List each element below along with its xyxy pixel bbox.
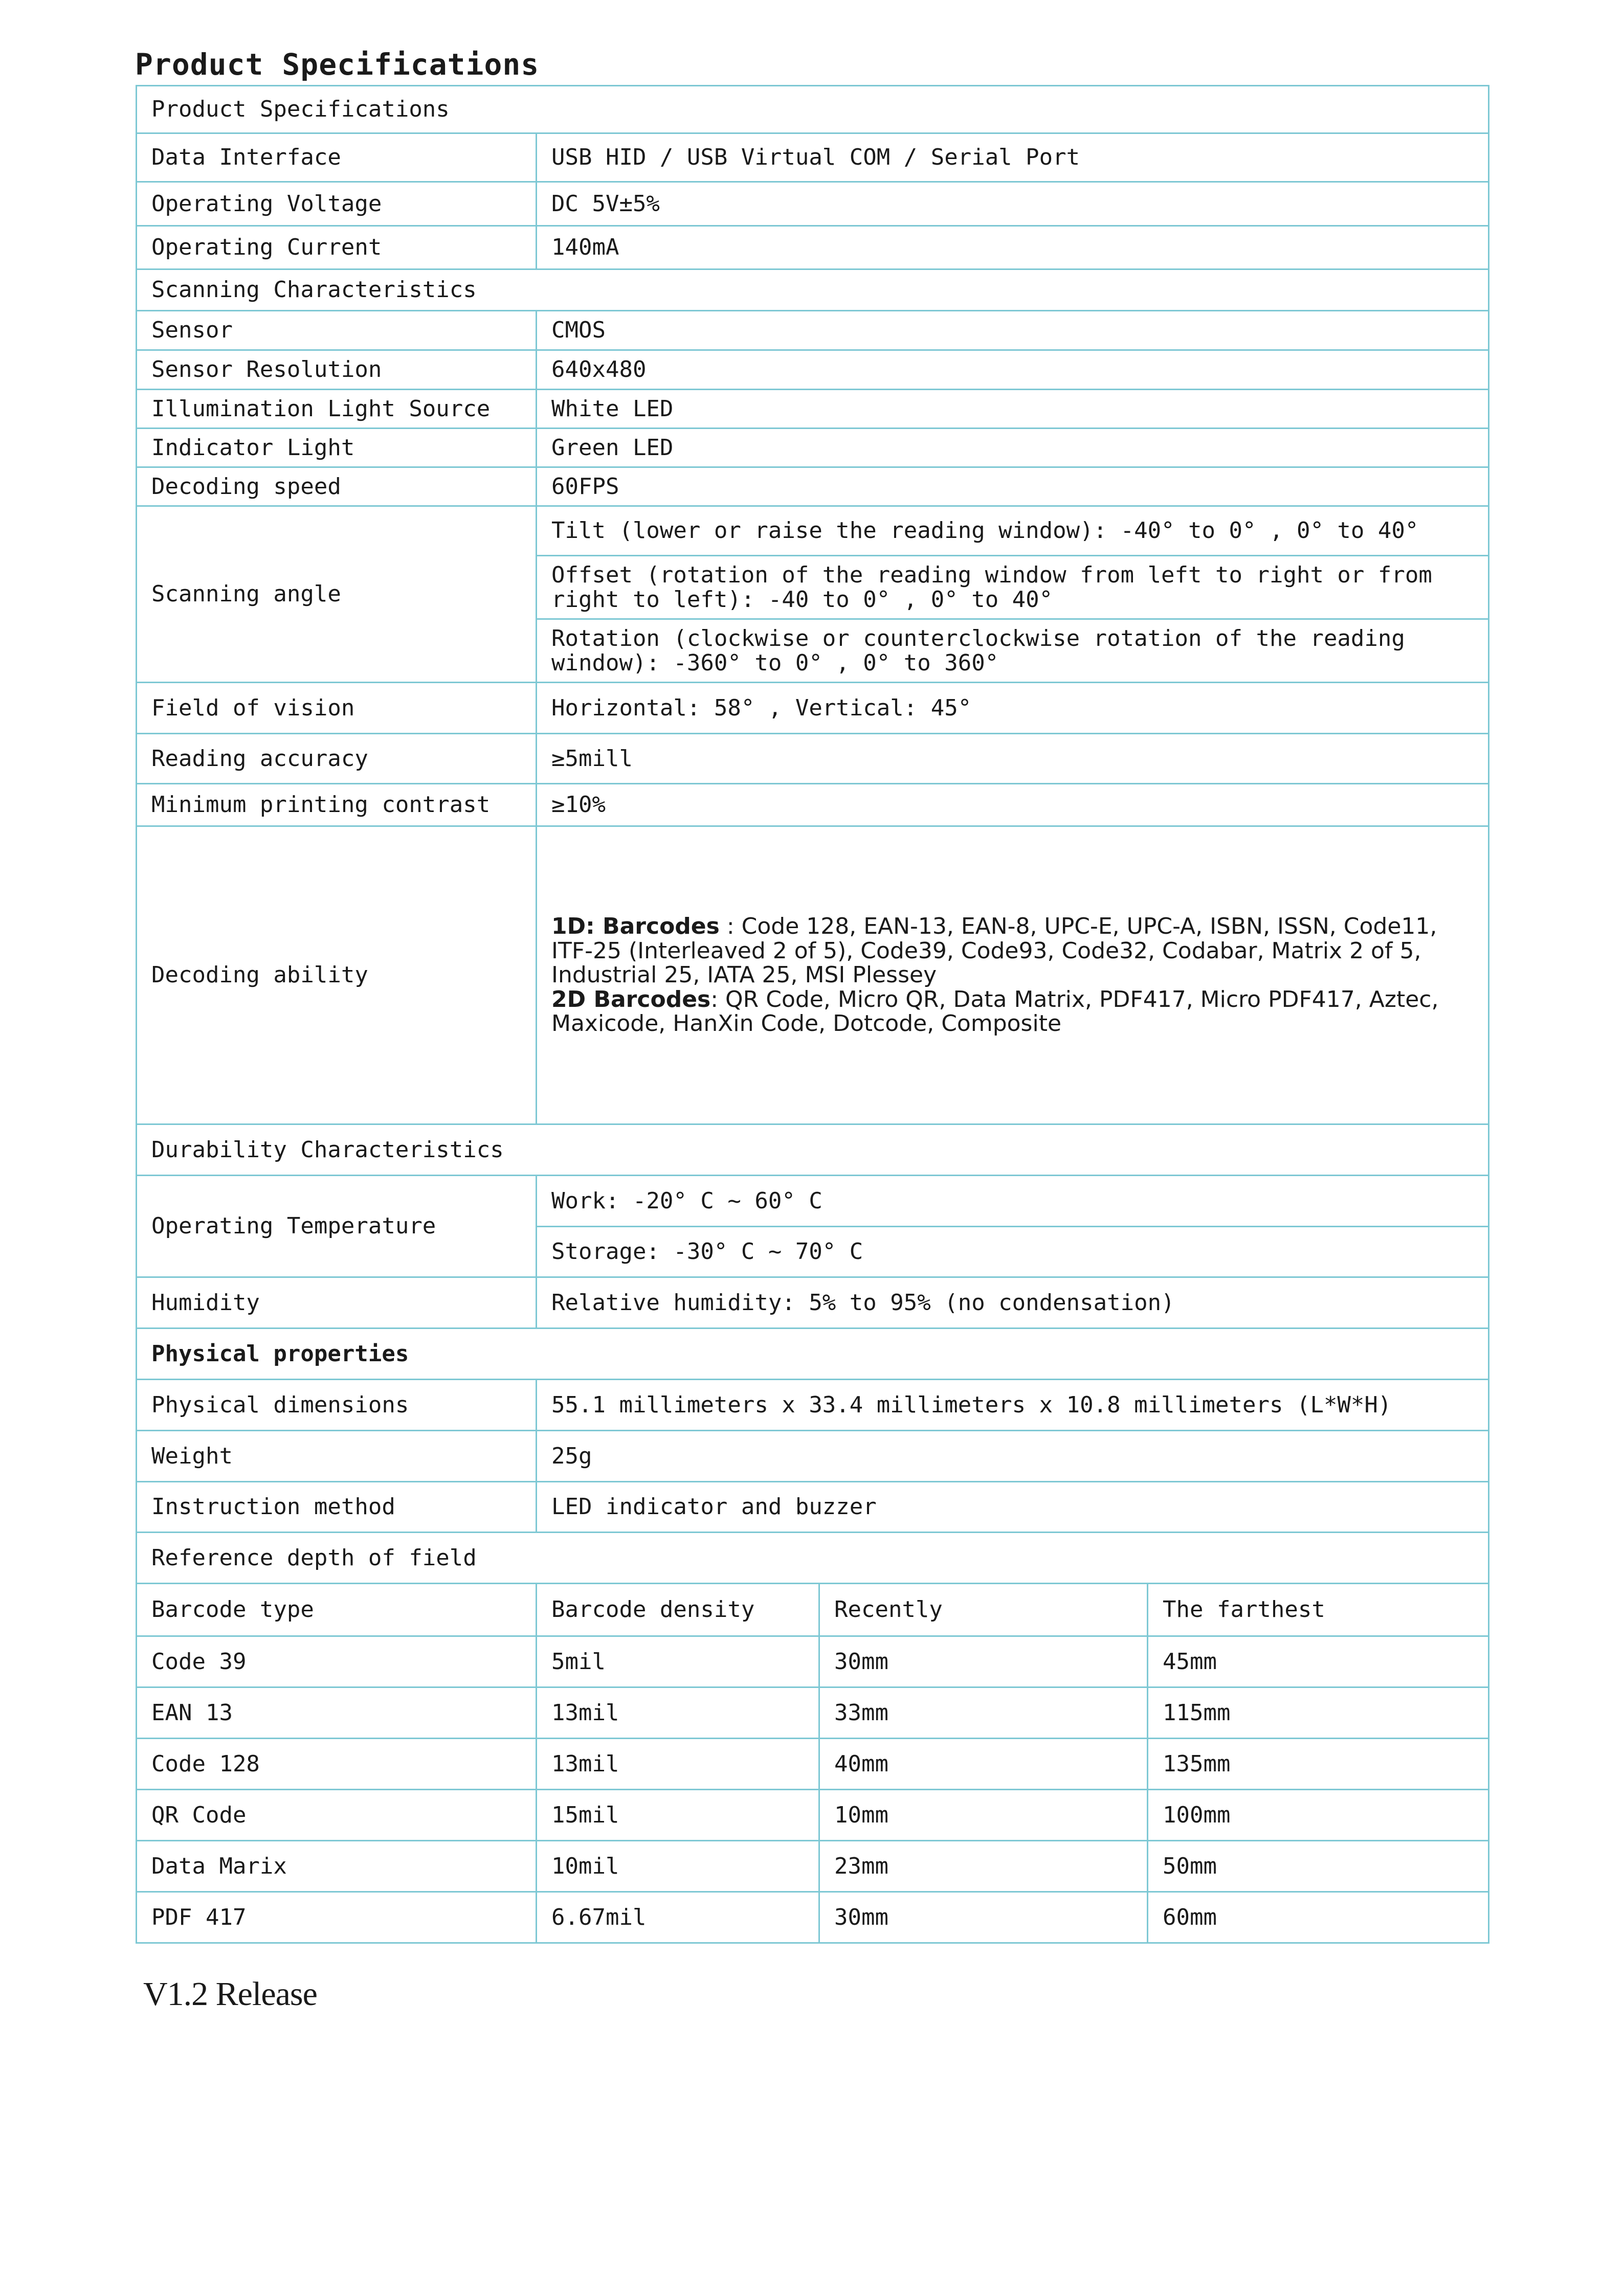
table-row [137, 1739, 1489, 1790]
spec-value: Green LED [537, 429, 1489, 467]
decoding-ability-value [537, 826, 1489, 1124]
spec-label: Indicator Light [137, 429, 537, 467]
spec-value: 55.1 millimeters x 33.4 millimeters x 10.8 millimeters (L*W*H) [537, 1380, 1489, 1431]
section-row [137, 269, 1489, 311]
dof-cell: 45mm [1148, 1636, 1489, 1687]
spec-label: Reading accuracy [137, 734, 537, 784]
section-row [137, 1533, 1489, 1584]
dof-cell: 30mm [819, 1636, 1148, 1687]
dof-cell: 60mm [1148, 1892, 1489, 1943]
dof-cell: 10mm [819, 1790, 1148, 1841]
section-reference: Reference depth of field [137, 1533, 1489, 1584]
spec-value: Relative humidity: 5% to 95% (no condensation) [537, 1277, 1489, 1329]
spec-value: DC 5V±5% [537, 182, 1489, 226]
spec-row [137, 683, 1489, 734]
spec-row [137, 390, 1489, 429]
spec-row [137, 1431, 1489, 1482]
dof-cell: 135mm [1148, 1739, 1489, 1790]
spec-value: 140mA [537, 226, 1489, 269]
spec-row [137, 826, 1489, 1124]
section-row [137, 1124, 1489, 1176]
spec-label: Minimum printing contrast [137, 784, 537, 826]
spec-row [137, 467, 1489, 506]
section-scanning: Scanning Characteristics [137, 269, 1489, 311]
spec-label: Operating Temperature [137, 1176, 537, 1277]
spec-value-work: Work: -20° C ~ 60° C [537, 1176, 1489, 1227]
spec-label: Operating Voltage [137, 182, 537, 226]
dof-cell: 115mm [1148, 1687, 1489, 1739]
spec-value: Horizontal: 58° , Vertical: 45° [537, 683, 1489, 734]
spec-row [137, 1176, 1489, 1227]
decode-2d-list: : QR Code, Micro QR, Data Matrix, PDF417, Micro PDF417, Aztec, Maxicode, HanXin Code, Dotcode, Composite [551, 986, 1439, 1037]
spec-row [137, 350, 1489, 390]
dof-cell: 13mil [537, 1739, 819, 1790]
dof-cell: 33mm [819, 1687, 1148, 1739]
table-row [137, 1636, 1489, 1687]
dof-cell: 10mil [537, 1841, 819, 1892]
spec-value-tilt: Tilt (lower or raise the reading window): -40° to 0° , 0° to 40° [537, 506, 1489, 556]
decode-2d-title: 2D Barcodes [551, 986, 711, 1012]
table-row [137, 1892, 1489, 1943]
spec-row [137, 506, 1489, 556]
section-row [137, 86, 1489, 133]
spec-row [137, 133, 1489, 182]
dof-header-row [137, 1584, 1489, 1636]
spec-value: 640x480 [537, 350, 1489, 390]
table-row [137, 1687, 1489, 1739]
spec-value: White LED [537, 390, 1489, 429]
table-row [137, 1841, 1489, 1892]
spec-table [136, 85, 1489, 1944]
dof-cell: PDF 417 [137, 1892, 537, 1943]
dof-cell: 5mil [537, 1636, 819, 1687]
spec-row [137, 734, 1489, 784]
spec-value: USB HID / USB Virtual COM / Serial Port [537, 133, 1489, 182]
decode-1d-list: : Code 128, EAN-13, EAN-8, UPC-E, UPC-A, ISBN, ISSN, Code11, ITF-25 (Interleaved 2 of 5), Code39, Code93, Code32, Codabar, Matrix 2 of 5, Industrial 25, IATA 25, MSI Plessey [551, 913, 1437, 988]
dof-header-cell: Barcode type [137, 1584, 537, 1636]
spec-row [137, 226, 1489, 269]
dof-cell: 40mm [819, 1739, 1148, 1790]
spec-label: Sensor [137, 311, 537, 350]
spec-row [137, 1380, 1489, 1431]
spec-label: Instruction method [137, 1482, 537, 1533]
spec-label: Field of vision [137, 683, 537, 734]
spec-row [137, 182, 1489, 226]
spec-value: 25g [537, 1431, 1489, 1482]
spec-label: Weight [137, 1431, 537, 1482]
spec-label: Data Interface [137, 133, 537, 182]
spec-row [137, 311, 1489, 350]
page-title: Product Specifications [135, 47, 540, 82]
spec-label: Operating Current [137, 226, 537, 269]
spec-row [137, 429, 1489, 467]
spec-value-rotation: Rotation (clockwise or counterclockwise rotation of the reading window): -360° to 0° , 0° to 360° [537, 619, 1489, 683]
dof-cell: 30mm [819, 1892, 1148, 1943]
dof-header-cell: Recently [819, 1584, 1148, 1636]
dof-cell: 6.67mil [537, 1892, 819, 1943]
version-label: V1.2 Release [143, 1975, 317, 2013]
dof-cell: Data Marix [137, 1841, 537, 1892]
dof-cell: 100mm [1148, 1790, 1489, 1841]
dof-cell: Code 39 [137, 1636, 537, 1687]
dof-header-cell: The farthest [1148, 1584, 1489, 1636]
dof-cell: Code 128 [137, 1739, 537, 1790]
spec-label: Decoding speed [137, 467, 537, 506]
section-durability: Durability Characteristics [137, 1124, 1489, 1176]
spec-value-storage: Storage: -30° C ~ 70° C [537, 1227, 1489, 1277]
spec-row [137, 1482, 1489, 1533]
dof-cell: QR Code [137, 1790, 537, 1841]
spec-row [137, 1277, 1489, 1329]
spec-label: Sensor Resolution [137, 350, 537, 390]
decode-1d-title: 1D: Barcodes [551, 913, 720, 940]
dof-cell: 15mil [537, 1790, 819, 1841]
dof-cell: 23mm [819, 1841, 1148, 1892]
section-row [137, 1329, 1489, 1380]
dof-header-cell: Barcode density [537, 1584, 819, 1636]
section-product: Product Specifications [137, 86, 1489, 133]
spec-value-offset: Offset (rotation of the reading window from left to right or from right to left): -40 to 0° , 0° to 40° [537, 556, 1489, 619]
spec-label: Humidity [137, 1277, 537, 1329]
spec-label: Scanning angle [137, 506, 537, 683]
table-row [137, 1790, 1489, 1841]
spec-value: LED indicator and buzzer [537, 1482, 1489, 1533]
spec-value: ≥5mill [537, 734, 1489, 784]
dof-cell: 50mm [1148, 1841, 1489, 1892]
spec-value: ≥10% [537, 784, 1489, 826]
section-physical: Physical properties [137, 1329, 1489, 1380]
spec-value: 60FPS [537, 467, 1489, 506]
spec-label: Decoding ability [137, 826, 537, 1124]
spec-label: Physical dimensions [137, 1380, 537, 1431]
dof-cell: EAN 13 [137, 1687, 537, 1739]
spec-value: CMOS [537, 311, 1489, 350]
spec-row [137, 784, 1489, 826]
spec-label: Illumination Light Source [137, 390, 537, 429]
dof-cell: 13mil [537, 1687, 819, 1739]
